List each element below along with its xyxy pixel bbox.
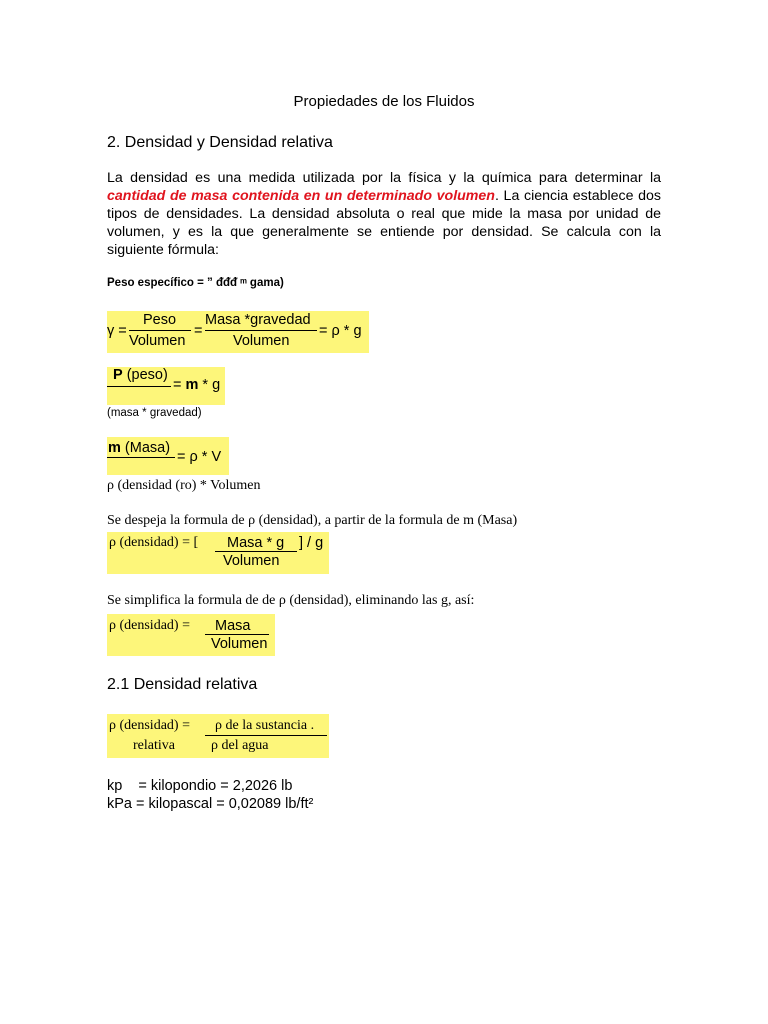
masa-label: (Masa) <box>120 440 171 456</box>
peso-symbol: P <box>113 367 123 383</box>
mass-symbol: m <box>185 377 199 393</box>
peso-numerator <box>113 367 168 383</box>
fraction1-numerator: Peso <box>143 312 177 328</box>
fraction-denominator: Volumen <box>223 553 280 569</box>
unit-kpa: kPa = kilopascal = 0,02089 lb/ft² <box>107 796 314 812</box>
fraction2-numerator: Masa *gravedad <box>205 312 311 328</box>
fraction-line <box>107 457 175 458</box>
peso-label: (peso) <box>122 367 168 383</box>
section-heading-densidad: 2. Densidad y Densidad relativa <box>107 134 333 151</box>
equals-sign: = <box>194 323 203 339</box>
gravity-term: * g <box>198 377 221 393</box>
gamma-symbol: γ = <box>107 323 127 339</box>
fraction-line <box>215 551 297 552</box>
fraction-numerator: Masa * g <box>227 535 285 551</box>
equals-sign: = <box>173 377 182 393</box>
densidad-lhs: ρ (densidad) = [ <box>109 535 199 550</box>
formula-relativa-box <box>107 714 329 758</box>
paragraph-text-end: . La ciencia establece dos tipos de densidades. La densidad absoluta o real que mide la masa por unidad de volumen, y es la que generalmente se entiende por densidad. Se calcula con la siguiente fórmula: <box>107 188 662 258</box>
section-heading-densidad-relativa: 2.1 Densidad relativa <box>107 676 258 693</box>
fraction2-denominator: Volumen <box>233 333 290 349</box>
densidad-lhs: ρ (densidad) = <box>109 718 190 733</box>
fraction-numerator: ρ de la sustancia . <box>215 718 315 733</box>
masa-result: = ρ * V <box>177 449 222 465</box>
fraction-denominator: Volumen <box>211 636 268 652</box>
peso-result <box>173 377 220 393</box>
unit-kp: kp = kilopondio = 2,2026 lb <box>107 778 293 794</box>
fraction-line <box>107 386 171 387</box>
fraction-line <box>129 330 191 331</box>
fraction-line <box>205 634 269 635</box>
masa-numerator <box>108 440 170 456</box>
densidad-lhs: ρ (densidad) = <box>109 618 190 633</box>
peso-caption: (masa * gravedad) <box>107 407 202 419</box>
formula-despeje-box <box>107 532 329 574</box>
fraction1-denominator: Volumen <box>129 333 186 349</box>
formula-gamma-box <box>107 311 369 353</box>
masa-symbol: m <box>108 440 121 456</box>
despeja-text: Se despeja la formula de ρ (densidad), a partir de la formula de m (Masa) <box>107 513 518 528</box>
formula-simplificada-box <box>107 614 275 656</box>
fraction-denominator: ρ del agua <box>211 738 269 753</box>
paragraph-text-start: La densidad es una medida utilizada por la física y la química para determinar la <box>107 170 661 186</box>
fraction-line <box>205 330 317 331</box>
fraction-numerator: Masa <box>215 618 251 634</box>
formula1-result: = ρ * g <box>319 323 362 339</box>
masa-caption: ρ (densidad (ro) * Volumen <box>107 478 261 493</box>
intro-paragraph <box>107 169 661 259</box>
fraction-line <box>205 735 327 736</box>
simplifica-text: Se simplifica la formula de de ρ (densidad), eliminando las g, así: <box>107 593 475 608</box>
relativa-label: relativa <box>133 738 175 753</box>
page-title: Propiedades de los Fluidos <box>293 93 475 110</box>
formula-peso-box <box>107 367 225 405</box>
formula-masa-box <box>107 437 229 475</box>
peso-especifico-line: Peso específico = ” ᵭᵭᵭ ᵐ gama) <box>107 277 284 289</box>
despeje-rhs: ] / g <box>299 535 324 551</box>
highlight-red-text: cantidad de masa contenida en un determinado volumen <box>107 188 495 204</box>
